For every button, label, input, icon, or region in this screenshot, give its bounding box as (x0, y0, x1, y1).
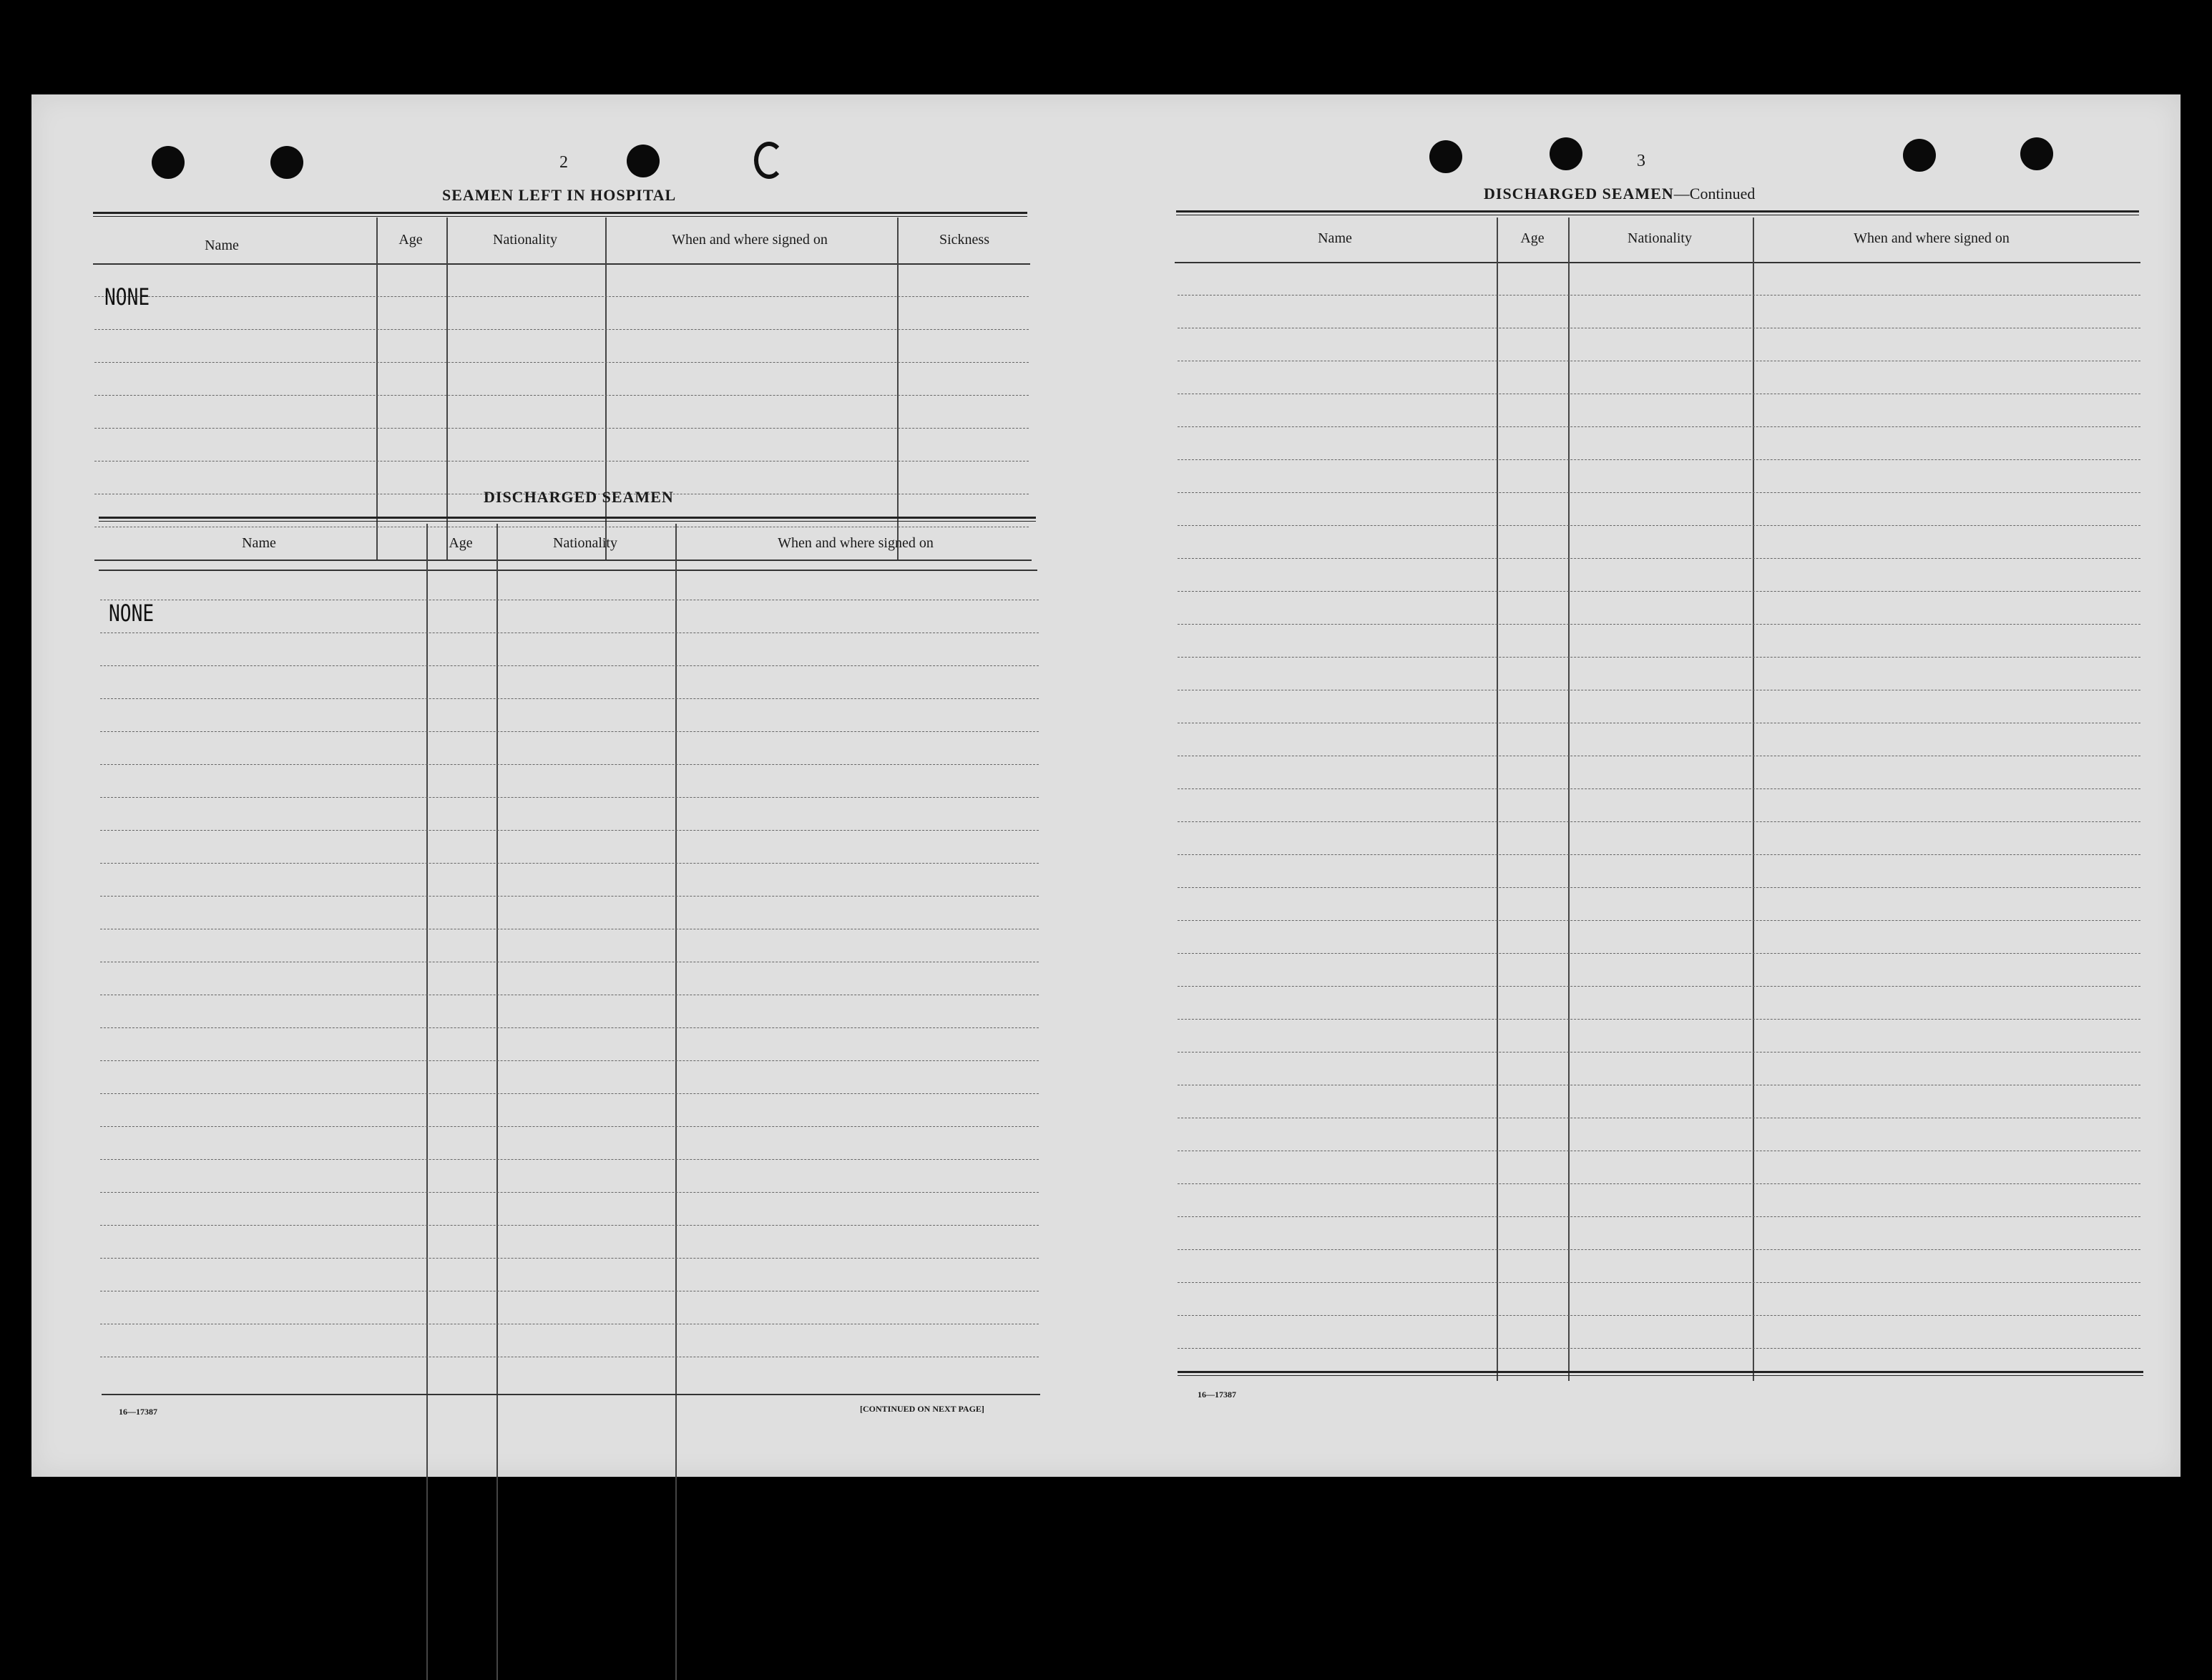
column-divider (1753, 218, 1754, 1381)
row-rule (100, 1060, 1039, 1061)
row-rule (1178, 1315, 2140, 1316)
row-rule (1178, 854, 2140, 855)
form-number: 16—17387 (119, 1407, 157, 1417)
header-rule (1175, 262, 2140, 263)
column-divider (1497, 218, 1498, 1381)
page-number: 2 (559, 153, 568, 172)
column-divider (376, 218, 378, 561)
row-rule (1178, 295, 2140, 296)
row-rule (94, 362, 1029, 363)
row-rule (94, 329, 1029, 330)
section-title-suffix: —Continued (1673, 185, 1756, 202)
form-number: 16—17387 (1198, 1390, 1236, 1400)
row-rule (100, 1126, 1039, 1127)
row-rule (1178, 1052, 2140, 1053)
table-top-rule (93, 212, 1027, 217)
row-rule (94, 296, 1029, 297)
row-rule (1178, 1216, 2140, 1217)
row-rule (1178, 525, 2140, 526)
column-header-age: Age (398, 232, 423, 248)
column-header-nationality: Nationality (1628, 230, 1692, 246)
row-rule (1178, 920, 2140, 921)
row-rule (1178, 887, 2140, 888)
row-rule (1178, 1348, 2140, 1349)
row-rule (1178, 492, 2140, 493)
row-rule (1178, 821, 2140, 822)
column-header-name: Name (242, 535, 276, 551)
column-header-signed-on: When and where signed on (672, 232, 828, 248)
column-header-name: Name (205, 238, 239, 253)
hospital-entry-none: NONE (104, 283, 150, 311)
punch-hole (152, 146, 185, 179)
row-rule (1178, 624, 2140, 625)
row-rule (1178, 1019, 2140, 1020)
punch-hole (627, 145, 660, 177)
row-rule (100, 1258, 1039, 1259)
row-rule (100, 830, 1039, 831)
row-rule (100, 896, 1039, 897)
row-rule (1178, 1282, 2140, 1283)
column-header-nationality: Nationality (493, 232, 557, 248)
column-header-name: Name (1318, 230, 1352, 246)
column-divider (446, 218, 448, 561)
column-divider (426, 524, 428, 1680)
row-rule (1178, 459, 2140, 460)
column-divider (897, 218, 899, 561)
column-divider (605, 218, 607, 561)
column-divider (675, 524, 677, 1680)
row-rule (100, 764, 1039, 765)
row-rule (100, 665, 1039, 666)
table-bottom-rule (1178, 1371, 2143, 1376)
section-title-discharged-continued (1484, 185, 1755, 203)
row-rule (1178, 788, 2140, 789)
row-rule (1178, 953, 2140, 954)
column-divider (1568, 218, 1570, 1381)
row-rule (100, 731, 1039, 732)
row-rule (1178, 986, 2140, 987)
punch-hole (1903, 139, 1936, 172)
row-rule (1178, 591, 2140, 592)
punch-hole (2020, 137, 2053, 170)
row-rule (100, 863, 1039, 864)
page-number: 3 (1637, 152, 1645, 170)
row-rule (1178, 657, 2140, 658)
table-top-rule (1176, 210, 2139, 215)
row-rule (1178, 558, 2140, 559)
row-rule (94, 395, 1029, 396)
table-bottom-rule (102, 1394, 1040, 1395)
scanned-document (31, 94, 2181, 1477)
section-title-hospital: SEAMEN LEFT IN HOSPITAL (442, 186, 677, 204)
table-top-rule (99, 517, 1036, 522)
punch-hole (1550, 137, 1582, 170)
header-rule (93, 263, 1030, 265)
continued-note: [CONTINUED ON NEXT PAGE] (860, 1404, 984, 1414)
row-rule (1178, 1249, 2140, 1250)
row-rule (100, 1093, 1039, 1094)
section-title: DISCHARGED SEAMEN (1484, 185, 1674, 202)
column-header-signed-on: When and where signed on (778, 535, 934, 551)
punch-hole (270, 146, 303, 179)
column-header-age: Age (449, 535, 473, 551)
row-rule (100, 1027, 1039, 1028)
column-header-nationality: Nationality (553, 535, 617, 551)
row-rule (100, 1225, 1039, 1226)
row-rule (100, 797, 1039, 798)
row-rule (100, 1192, 1039, 1193)
column-header-signed-on: When and where signed on (1854, 230, 2010, 246)
discharged-entry-none: NONE (109, 600, 155, 627)
header-rule (99, 570, 1037, 571)
row-rule (100, 1159, 1039, 1160)
column-divider (496, 524, 498, 1680)
punch-hole (1429, 140, 1462, 173)
column-header-age: Age (1520, 230, 1545, 246)
row-rule (94, 428, 1029, 429)
column-header-sickness: Sickness (939, 232, 989, 248)
row-rule (100, 698, 1039, 699)
row-rule (1178, 426, 2140, 427)
table-bottom-rule (94, 560, 1032, 561)
section-title-discharged: DISCHARGED SEAMEN (484, 488, 674, 506)
row-rule (1178, 1183, 2140, 1184)
punch-hole (754, 142, 784, 179)
